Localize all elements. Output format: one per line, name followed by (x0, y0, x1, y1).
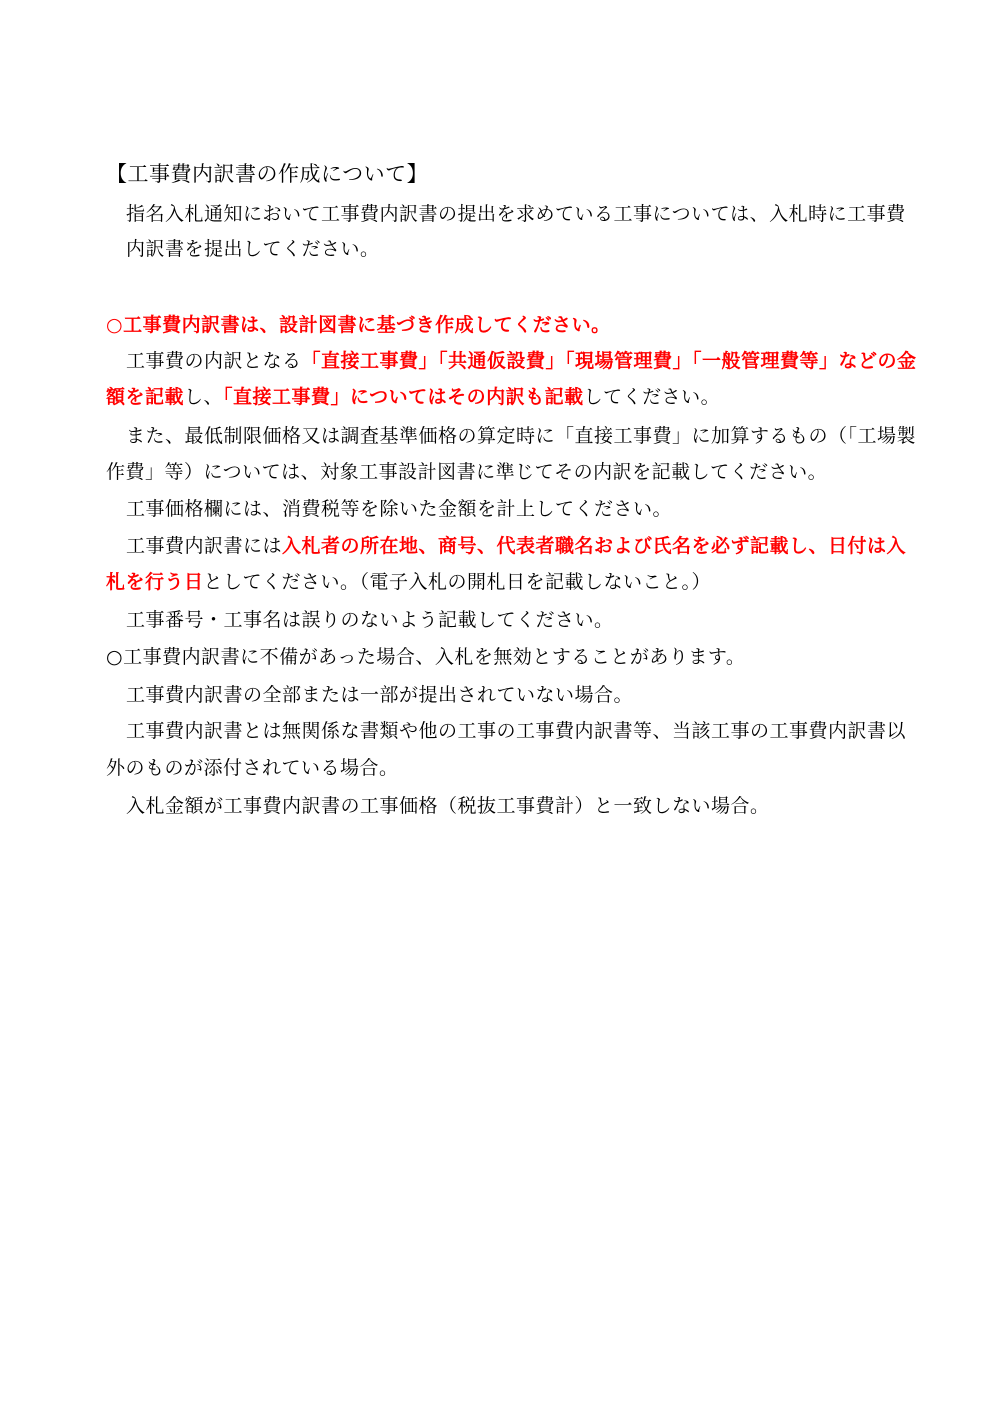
p1-line-2-emphasis-a: 額を記載 (106, 386, 185, 408)
p1-line-2-text-b: し、 (184, 386, 224, 408)
p4-line-1-text: 工事費内訳書には (126, 535, 283, 557)
section2-heading: ○工事費内訳書に不備があった場合、入札を無効とすることがあります。 (106, 646, 746, 668)
p7-line-1: 工事費内訳書とは無関係な書類や他の工事の工事費内訳書等、当該工事の工事費内訳書以 (126, 720, 907, 742)
document-title: 【工事費内訳書の作成について】 (106, 162, 429, 186)
p1-line-2-text-d: してください。 (583, 386, 721, 408)
p1-line-2 (106, 385, 936, 409)
p2-line-1: また、最低制限価格又は調査基準価格の算定時に「直接工事費」に加算するもの（「工場製 (126, 425, 917, 447)
p6: 工事費内訳書の全部または一部が提出されていない場合。 (126, 684, 634, 706)
p1-line-2-emphasis-c: 「直接工事費」についてはその内訳も記載 (223, 386, 584, 408)
p4-line-2-text: としてください。（電子入札の開札日を記載しないこと。） (203, 571, 712, 593)
p4-line-2 (106, 570, 936, 594)
intro-line-1: 指名入札通知において工事費内訳書の提出を求めている工事については、入札時に工事費 (126, 203, 906, 225)
p5: 工事番号・工事名は誤りのないよう記載してください。 (126, 609, 614, 631)
intro-line-2: 内訳書を提出してください。 (126, 238, 380, 260)
p7-line-2: 外のものが添付されている場合。 (106, 757, 399, 779)
p1-line-1-emphasis: 「直接工事費」「共通仮設費」「現場管理費」「一般管理費等」などの金 (301, 350, 917, 372)
p4-line-1-emphasis: 入札者の所在地、商号、代表者職名および氏名を必ず記載し、日付は入 (282, 535, 907, 557)
section1-heading: ○工事費内訳書は、設計図書に基づき作成してください。 (106, 314, 611, 336)
p1-line-1 (126, 349, 956, 373)
p3: 工事価格欄には、消費税等を除いた金額を計上してください。 (126, 498, 673, 520)
p4-line-2-emphasis: 札を行う日 (106, 571, 204, 593)
p2-line-2: 作費」等）については、対象工事設計図書に準じてその内訳を記載してください。 (106, 461, 828, 483)
p1-line-1-text: 工事費の内訳となる (126, 350, 302, 372)
p4-line-1 (126, 534, 956, 558)
p8: 入札金額が工事費内訳書の工事価格（税抜工事費計）と一致しない場合。 (126, 795, 770, 817)
